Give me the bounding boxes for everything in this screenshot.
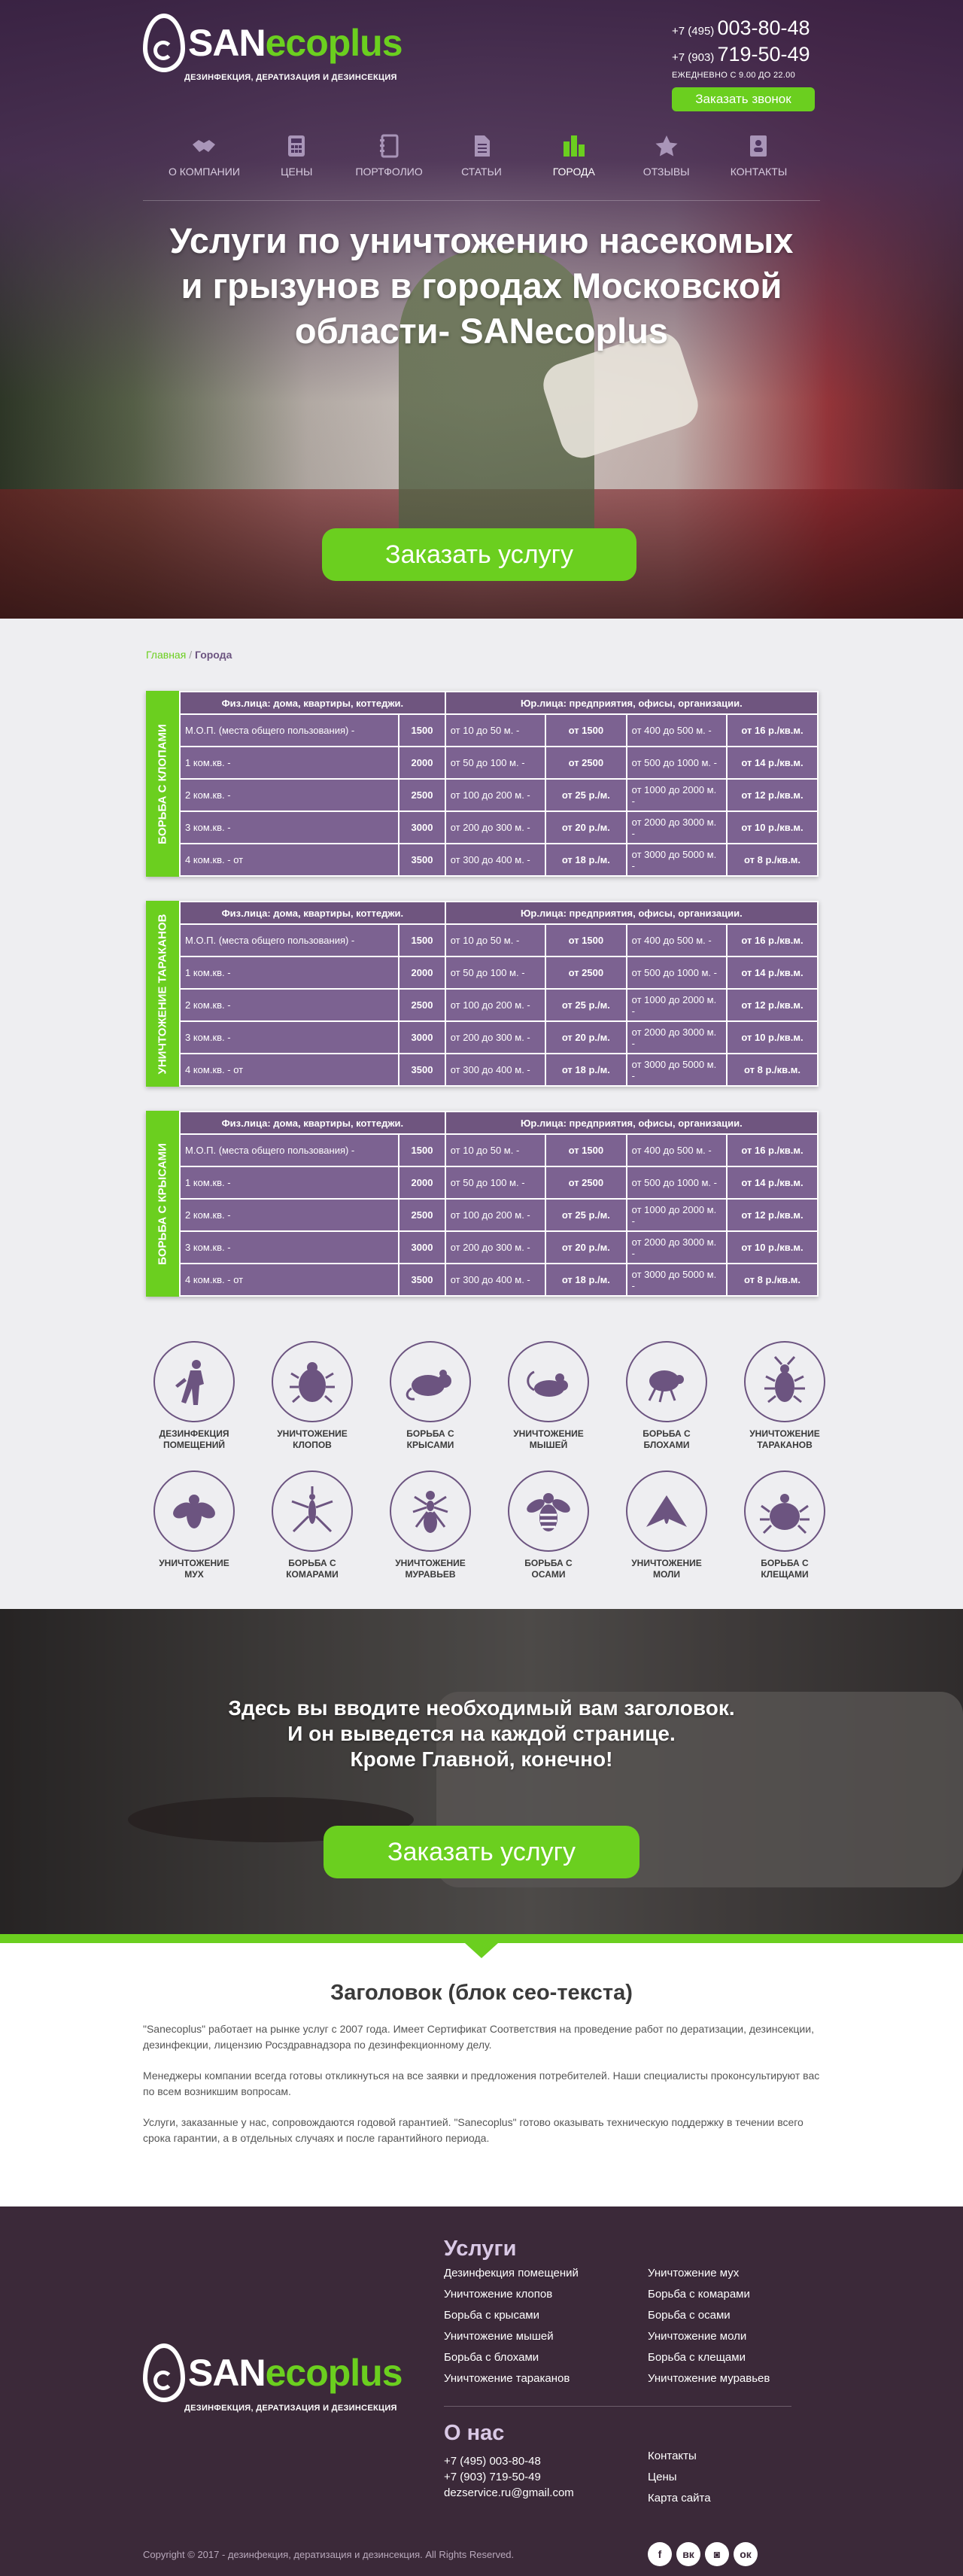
logo-text: SANecoplus: [188, 22, 403, 64]
footer-contact[interactable]: dezservice.ru@gmail.com: [444, 2486, 574, 2499]
logo-drop-icon: [143, 2343, 185, 2402]
order-service-button[interactable]: Заказать услугу: [322, 528, 636, 581]
table-cell: 2 ком.кв. -: [180, 989, 399, 1021]
logo[interactable]: [143, 14, 403, 72]
table-cell: от 2000 до 3000 м. -: [627, 1231, 727, 1264]
table-cell: от 400 до 500 м. -: [627, 714, 727, 747]
table-cell: от 1000 до 2000 м. -: [627, 989, 727, 1021]
table-cell: М.О.П. (места общего пользования) -: [180, 1134, 399, 1166]
tick-icon: [758, 1485, 811, 1537]
footer-link[interactable]: Уничтожение муравьев: [648, 2372, 770, 2385]
table-cell: М.О.П. (места общего пользования) -: [180, 924, 399, 956]
table-cell: от 18 р./м.: [545, 844, 627, 876]
hero-title: Услуги по уничтожению насекомых и грызунов в городах Московской области- SANecoplus: [169, 220, 794, 351]
table-cell: от 8 р./кв.м.: [727, 844, 818, 876]
price-table-title: УНИЧТОЖЕНИЕ ТАРАКАНОВ: [146, 901, 179, 1087]
facebook-icon[interactable]: f: [648, 2542, 672, 2566]
service-item[interactable]: [260, 1470, 365, 1580]
nav-divider: [143, 200, 820, 201]
footer-link[interactable]: Уничтожение мух: [648, 2267, 740, 2279]
price-table: [146, 691, 819, 877]
service-label: УНИЧТОЖЕНИЕ МУХ: [159, 1558, 229, 1580]
document-icon: [469, 134, 494, 158]
table-cell: 3 ком.кв. -: [180, 811, 399, 844]
table-cell: 1 ком.кв. -: [180, 747, 399, 779]
price-table-grid: [179, 691, 819, 877]
table-cell: от 3000 до 5000 м. -: [627, 1054, 727, 1086]
table-cell: от 500 до 1000 м. -: [627, 747, 727, 779]
table-cell: 4 ком.кв. - от: [180, 844, 399, 876]
mosquito-icon: [286, 1485, 339, 1537]
header-fiz: Физ.лица: дома, квартиры, коттеджи.: [180, 692, 445, 714]
table-cell: от 1000 до 2000 м. -: [627, 779, 727, 811]
table-cell: 3500: [399, 844, 445, 876]
service-label: БОРЬБА С КРЫСАМИ: [406, 1428, 454, 1450]
seo-paragraph: Менеджеры компании всегда готовы откликнуться на все заявки и предложения потребителей. Наши специалисты проконсультируют вас по всем возникшим вопросам.: [143, 2070, 820, 2097]
table-cell: 3 ком.кв. -: [180, 1021, 399, 1054]
mouse-icon: [522, 1355, 575, 1408]
table-cell: 3 ком.кв. -: [180, 1231, 399, 1264]
working-hours: ЕЖЕДНЕВНО С 9.00 ДО 22.00: [672, 71, 796, 80]
service-label: БОРЬБА С КОМАРАМИ: [286, 1558, 339, 1580]
nav-item-prices[interactable]: ЦЕНЫ: [251, 134, 342, 178]
table-cell: М.О.П. (места общего пользования) -: [180, 714, 399, 747]
table-cell: 1500: [399, 714, 445, 747]
rat-icon: [404, 1355, 457, 1408]
ant-icon: [404, 1485, 457, 1537]
seo-paragraph: "Sanecoplus" работает на рынке услуг с 2007 года. Имеет Сертификат Соответствия на проведение работ по дератизации, дезинсекции, дезинфекции, лицензию Росздравнадзора по дезинфекционному делу.: [143, 2023, 814, 2051]
table-cell: от 12 р./кв.м.: [727, 779, 818, 811]
service-label: УНИЧТОЖЕНИЕ МУРАВЬЕВ: [395, 1558, 466, 1580]
table-cell: от 50 до 100 м. -: [445, 747, 545, 779]
service-item[interactable]: [141, 1341, 247, 1451]
service-icon-circle: [744, 1470, 825, 1552]
nav-item-cities[interactable]: ГОРОДА: [529, 134, 619, 178]
service-icon-circle: [153, 1341, 235, 1422]
table-cell: от 18 р./м.: [545, 1054, 627, 1086]
table-cell: от 3000 до 5000 м. -: [627, 844, 727, 876]
table-cell: от 20 р./м.: [545, 1021, 627, 1054]
footer-link[interactable]: Дезинфекция помещений: [444, 2267, 579, 2279]
header-fiz: Физ.лица: дома, квартиры, коттеджи.: [180, 1112, 445, 1134]
service-item[interactable]: [496, 1341, 601, 1451]
table-cell: от 300 до 400 м. -: [445, 1264, 545, 1296]
table-cell: от 16 р./кв.м.: [727, 924, 818, 956]
table-cell: от 10 р./кв.м.: [727, 1021, 818, 1054]
footer-tagline: ДЕЗИНФЕКЦИЯ, ДЕРАТИЗАЦИЯ И ДЕЗИНСЕКЦИЯ: [184, 2404, 397, 2413]
table-row: [180, 1199, 818, 1231]
table-cell: 3000: [399, 1231, 445, 1264]
table-cell: от 20 р./м.: [545, 811, 627, 844]
service-icon-circle: [626, 1341, 707, 1422]
table-cell: от 3000 до 5000 м. -: [627, 1264, 727, 1296]
table-cell: от 14 р./кв.м.: [727, 747, 818, 779]
table-row: [180, 1166, 818, 1199]
service-item[interactable]: [732, 1341, 837, 1451]
odnoklassniki-icon[interactable]: ок: [734, 2542, 758, 2566]
flea-icon: [640, 1355, 693, 1408]
table-cell: от 8 р./кв.м.: [727, 1054, 818, 1086]
table-row: [180, 1021, 818, 1054]
service-item[interactable]: [378, 1341, 483, 1451]
service-icon-circle: [390, 1470, 471, 1552]
footer-services-title: Услуги: [444, 2237, 517, 2261]
table-cell: 2000: [399, 747, 445, 779]
table-cell: от 400 до 500 м. -: [627, 924, 727, 956]
price-table: [146, 1111, 819, 1297]
footer-link[interactable]: Карта сайта: [648, 2492, 711, 2505]
price-table-title: БОРЬБА С КРЫСАМИ: [146, 1111, 179, 1297]
notebook-icon: [376, 134, 402, 158]
footer-link[interactable]: Борьба с осами: [648, 2309, 731, 2322]
nav-item-portfolio[interactable]: ПОРТФОЛИО: [344, 134, 434, 178]
footer-link[interactable]: Борьба с крысами: [444, 2309, 539, 2322]
table-cell: от 1500: [545, 714, 627, 747]
service-icon-circle: [626, 1470, 707, 1552]
phone-1[interactable]: +7 (495) 003-80-48: [672, 17, 810, 39]
footer-contact[interactable]: +7 (495) 003-80-48: [444, 2455, 541, 2468]
footer-link[interactable]: Борьба с блохами: [444, 2351, 539, 2364]
table-cell: от 100 до 200 м. -: [445, 779, 545, 811]
service-icon-circle: [508, 1470, 589, 1552]
nav-item-contacts[interactable]: КОНТАКТЫ: [713, 134, 804, 178]
table-cell: 2 ком.кв. -: [180, 1199, 399, 1231]
table-cell: от 12 р./кв.м.: [727, 989, 818, 1021]
header-jur: Юр.лица: предприятия, офисы, организации.: [445, 692, 818, 714]
hero: [0, 0, 963, 619]
service-icon-circle: [272, 1341, 353, 1422]
table-cell: от 12 р./кв.м.: [727, 1199, 818, 1231]
table-cell: от 2000 до 3000 м. -: [627, 811, 727, 844]
breadcrumb-current: Города: [194, 649, 232, 661]
table-cell: от 20 р./м.: [545, 1231, 627, 1264]
table-cell: от 50 до 100 м. -: [445, 956, 545, 989]
phone-2[interactable]: +7 (903) 719-50-49: [672, 43, 810, 65]
service-label: УНИЧТОЖЕНИЕ ТАРАКАНОВ: [749, 1428, 820, 1450]
calculator-icon: [284, 134, 309, 158]
table-cell: 4 ком.кв. - от: [180, 1264, 399, 1296]
table-cell: 2500: [399, 1199, 445, 1231]
green-divider: [0, 1934, 963, 1943]
vk-icon[interactable]: вк: [676, 2542, 700, 2566]
table-cell: 3500: [399, 1054, 445, 1086]
service-item[interactable]: [141, 1470, 247, 1580]
table-cell: от 200 до 300 м. -: [445, 1021, 545, 1054]
table-cell: от 14 р./кв.м.: [727, 1166, 818, 1199]
nav-item-reviews[interactable]: ОТЗЫВЫ: [621, 134, 712, 178]
table-cell: от 50 до 100 м. -: [445, 1166, 545, 1199]
table-row: [180, 1231, 818, 1264]
service-item[interactable]: [614, 1470, 719, 1580]
table-cell: 1500: [399, 1134, 445, 1166]
table-cell: от 2000 до 3000 м. -: [627, 1021, 727, 1054]
moth-icon: [640, 1485, 693, 1537]
table-cell: 2500: [399, 779, 445, 811]
breadcrumb: Главная / Города: [146, 649, 232, 661]
service-label: БОРЬБА С КЛЕЩАМИ: [761, 1558, 809, 1580]
table-cell: от 10 р./кв.м.: [727, 811, 818, 844]
table-cell: 2000: [399, 1166, 445, 1199]
price-table: [146, 901, 819, 1087]
table-cell: от 100 до 200 м. -: [445, 989, 545, 1021]
table-row: [180, 714, 818, 747]
footer: [0, 2206, 963, 2576]
instagram-icon[interactable]: ◙: [705, 2542, 729, 2566]
header-jur: Юр.лица: предприятия, офисы, организации.: [445, 1112, 818, 1134]
service-label: УНИЧТОЖЕНИЕ МЫШЕЙ: [513, 1428, 584, 1450]
table-cell: 3000: [399, 1021, 445, 1054]
seo-section: [0, 1943, 963, 2206]
table-row: [180, 811, 818, 844]
table-cell: 3500: [399, 1264, 445, 1296]
table-row: [180, 956, 818, 989]
fly-icon: [168, 1485, 220, 1537]
table-cell: от 25 р./м.: [545, 779, 627, 811]
footer-link[interactable]: Уничтожение клопов: [444, 2288, 553, 2301]
promo-banner: [0, 1609, 963, 1934]
table-cell: от 2500: [545, 747, 627, 779]
footer-logo[interactable]: [143, 2343, 403, 2402]
table-cell: от 100 до 200 м. -: [445, 1199, 545, 1231]
table-cell: от 500 до 1000 м. -: [627, 956, 727, 989]
table-cell: 1 ком.кв. -: [180, 956, 399, 989]
table-cell: от 2500: [545, 956, 627, 989]
table-cell: от 10 до 50 м. -: [445, 924, 545, 956]
service-icon-circle: [272, 1470, 353, 1552]
table-cell: 2500: [399, 989, 445, 1021]
main-nav: [143, 134, 820, 178]
table-cell: от 10 р./кв.м.: [727, 1231, 818, 1264]
service-item[interactable]: [378, 1470, 483, 1580]
table-cell: 4 ком.кв. - от: [180, 1054, 399, 1086]
section-arrow: [465, 1943, 498, 1958]
table-cell: от 500 до 1000 м. -: [627, 1166, 727, 1199]
service-icon-circle: [153, 1470, 235, 1552]
service-label: БОРЬБА С ОСАМИ: [524, 1558, 573, 1580]
breadcrumb-home[interactable]: Главная: [146, 649, 187, 661]
footer-link[interactable]: Контакты: [648, 2450, 697, 2462]
table-cell: 1500: [399, 924, 445, 956]
phone-book-icon: [746, 134, 771, 158]
table-cell: от 10 до 50 м. -: [445, 1134, 545, 1166]
logo-drop-icon: [143, 14, 185, 72]
cockroach-icon: [758, 1355, 811, 1408]
star-icon: [654, 134, 679, 158]
table-cell: от 16 р./кв.м.: [727, 714, 818, 747]
footer-link[interactable]: Цены: [648, 2471, 677, 2483]
table-cell: от 300 до 400 м. -: [445, 1054, 545, 1086]
table-row: [180, 924, 818, 956]
service-item[interactable]: [496, 1470, 601, 1580]
service-label: УНИЧТОЖЕНИЕ КЛОПОВ: [277, 1428, 348, 1450]
copyright: Copyright © 2017 - дезинфекция, дератизация и дезинсекция. All Rights Reserved.: [143, 2549, 515, 2560]
bedbug-icon: [286, 1355, 339, 1408]
table-row: [180, 1264, 818, 1296]
table-cell: 3000: [399, 811, 445, 844]
footer-link[interactable]: Борьба с комарами: [648, 2288, 750, 2301]
table-cell: от 16 р./кв.м.: [727, 1134, 818, 1166]
table-cell: от 400 до 500 м. -: [627, 1134, 727, 1166]
service-icon-circle: [508, 1341, 589, 1422]
nav-item-about[interactable]: О КОМПАНИИ: [159, 134, 249, 178]
footer-link[interactable]: Уничтожение тараканов: [444, 2372, 570, 2385]
footer-about-title: О нас: [444, 2421, 505, 2445]
table-cell: от 1500: [545, 1134, 627, 1166]
service-item[interactable]: [260, 1341, 365, 1451]
table-cell: от 14 р./кв.м.: [727, 956, 818, 989]
request-call-button[interactable]: Заказать звонок: [672, 87, 815, 111]
footer-link[interactable]: Уничтожение мышей: [444, 2330, 554, 2343]
table-cell: от 1500: [545, 924, 627, 956]
table-cell: 1 ком.кв. -: [180, 1166, 399, 1199]
table-row: [180, 1134, 818, 1166]
service-label: ДЕЗИНФЕКЦИЯ ПОМЕЩЕНИЙ: [159, 1428, 229, 1450]
service-label: БОРЬБА С БЛОХАМИ: [643, 1428, 691, 1450]
header-contacts: [672, 17, 810, 80]
table-row: [180, 747, 818, 779]
price-table-grid: [179, 901, 819, 1087]
service-icon-circle: [390, 1341, 471, 1422]
table-cell: от 10 до 50 м. -: [445, 714, 545, 747]
banner-title: Здесь вы вводите необходимый вам заголовок. И он выведется на каждой странице. Кроме Главной, конечно!: [228, 1696, 735, 1771]
table-cell: 2000: [399, 956, 445, 989]
seo-paragraph: Услуги, заказанные у нас, сопровождаются годовой гарантией. "Sanecoplus" готово оказывать техническую поддержку в течении всего срока гарантии, а в отдельных случаях и после гарантийного периода.: [143, 2116, 804, 2144]
table-row: [180, 1054, 818, 1086]
table-row: [180, 844, 818, 876]
table-cell: от 1000 до 2000 м. -: [627, 1199, 727, 1231]
price-table-title: БОРЬБА С КЛОПАМИ: [146, 691, 179, 877]
seo-title: Заголовок (блок сео-текста): [330, 1981, 633, 2005]
footer-link[interactable]: Борьба с клещами: [648, 2351, 746, 2364]
header-fiz: Физ.лица: дома, квартиры, коттеджи.: [180, 902, 445, 924]
logo-text: SANecoplus: [188, 2352, 403, 2394]
nav-item-articles[interactable]: СТАТЬИ: [436, 134, 527, 178]
order-service-button-2[interactable]: Заказать услугу: [324, 1826, 639, 1878]
table-cell: от 8 р./кв.м.: [727, 1264, 818, 1296]
table-row: [180, 989, 818, 1021]
service-item[interactable]: [732, 1470, 837, 1580]
footer-divider: [444, 2406, 791, 2407]
table-cell: от 2500: [545, 1166, 627, 1199]
service-icon-circle: [744, 1341, 825, 1422]
header-jur: Юр.лица: предприятия, офисы, организации.: [445, 902, 818, 924]
table-cell: от 18 р./м.: [545, 1264, 627, 1296]
table-cell: от 200 до 300 м. -: [445, 811, 545, 844]
table-cell: от 300 до 400 м. -: [445, 844, 545, 876]
service-label: УНИЧТОЖЕНИЕ МОЛИ: [631, 1558, 702, 1580]
footer-contact[interactable]: +7 (903) 719-50-49: [444, 2471, 541, 2483]
table-cell: от 200 до 300 м. -: [445, 1231, 545, 1264]
table-cell: 2 ком.кв. -: [180, 779, 399, 811]
service-item[interactable]: [614, 1341, 719, 1451]
footer-link[interactable]: Уничтожение моли: [648, 2330, 747, 2343]
table-cell: от 25 р./м.: [545, 1199, 627, 1231]
table-cell: от 25 р./м.: [545, 989, 627, 1021]
handshake-icon: [191, 134, 217, 158]
table-row: [180, 779, 818, 811]
price-table-grid: [179, 1111, 819, 1297]
wasp-icon: [522, 1485, 575, 1537]
city-icon: [561, 134, 587, 158]
logo-tagline: ДЕЗИНФЕКЦИЯ, ДЕРАТИЗАЦИЯ И ДЕЗИНСЕКЦИЯ: [184, 73, 397, 82]
sprayer-man-icon: [168, 1355, 220, 1408]
